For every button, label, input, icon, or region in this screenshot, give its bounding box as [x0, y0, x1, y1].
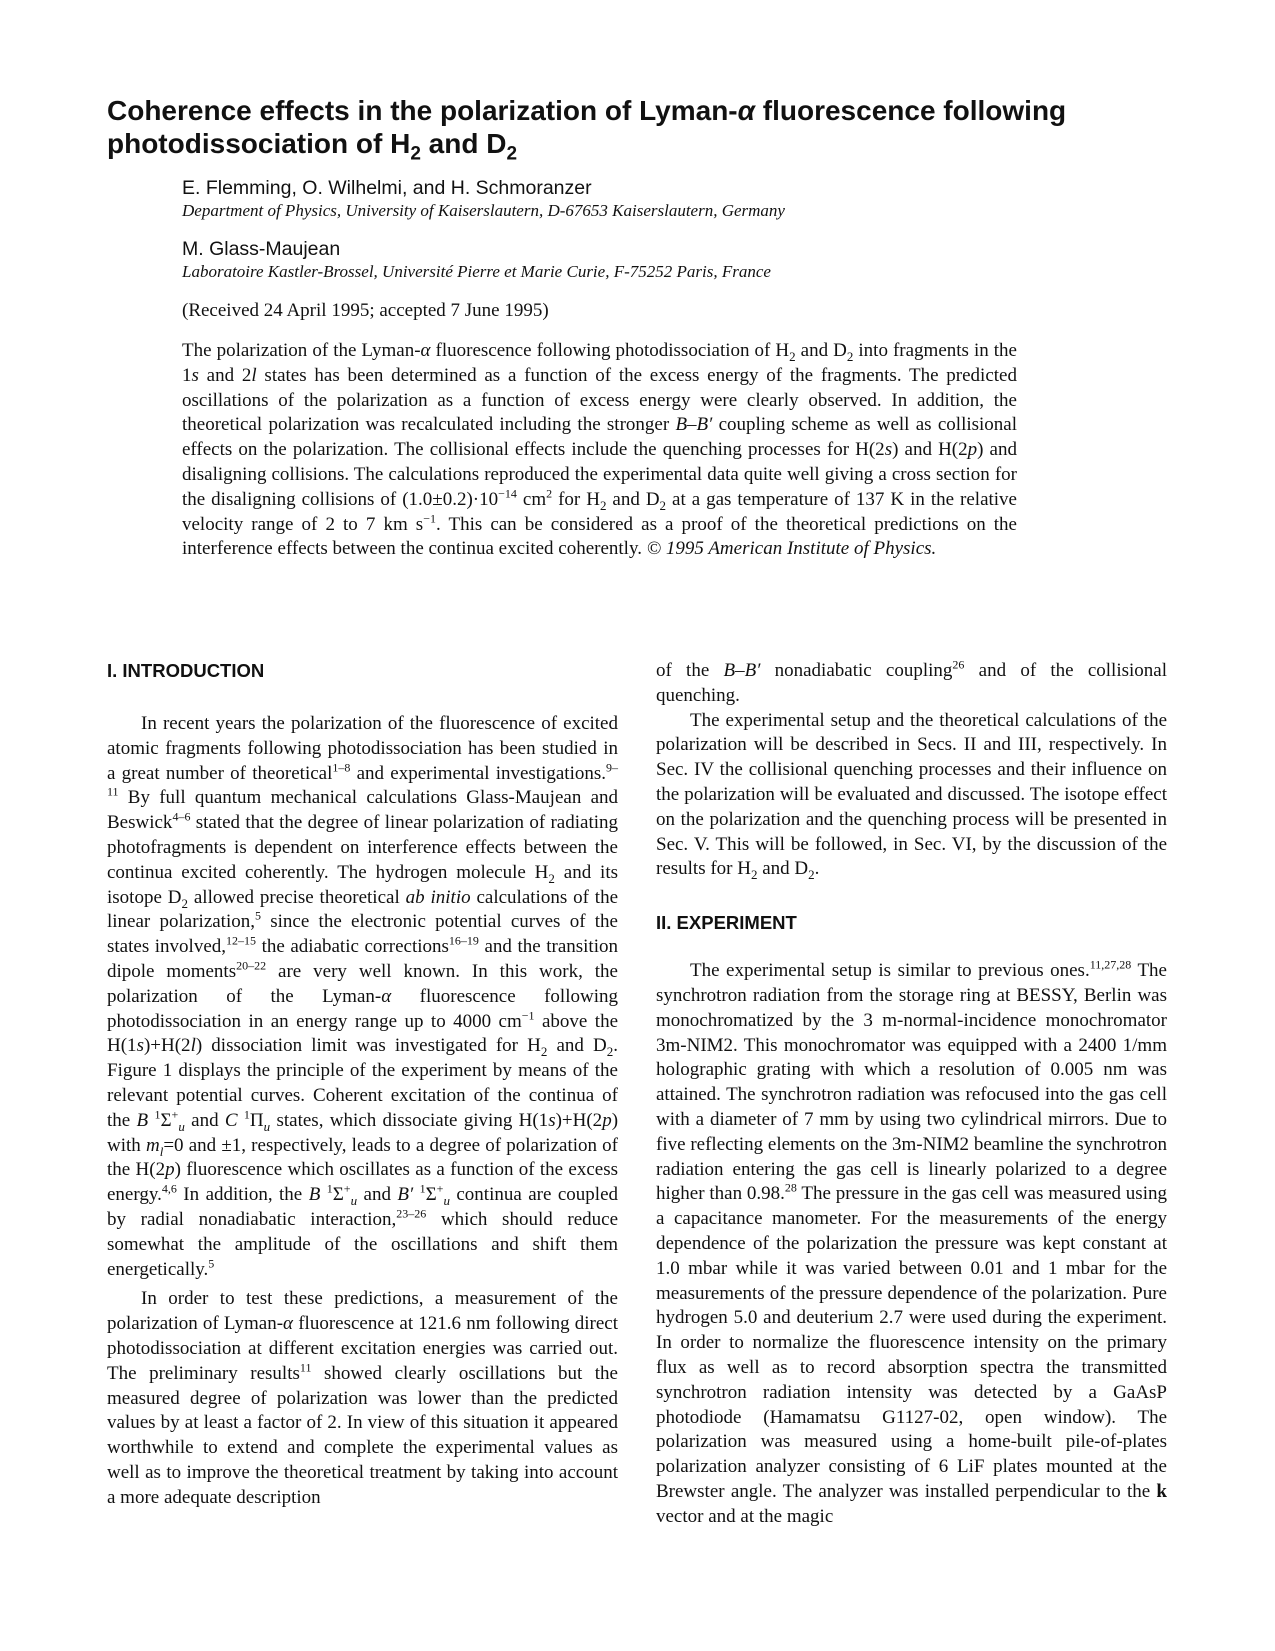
- front-matter: [182, 176, 1017, 562]
- left-column: [107, 660, 618, 1511]
- author-list-2: M. Glass-Maujean: [182, 238, 341, 260]
- intro-paragraph-3: The experimental setup and the theoretical calculations of the polarization will be described in Secs. II and III, respectively. In Sec. IV the collisional quenching processes and their influence on the polarization will be evaluated and discussed. The isotope effect on the polarization and the quenching process will be presented in Sec. V. This will be followed, in Sec. VI, by the discussion of the results for $H_2$ and $D_2$.: [656, 709, 1167, 883]
- right-column: [656, 659, 1167, 1530]
- abstract: The polarization of the Lyman-α fluorescence following photodissociation of $H_2$ and $D_2$ into fragments in the 1s and 2l states has been determined as a function of the excess energy of the fragments. The predicted oscillations of the polarization as a function of excess energy were clearly observed. In addition, the theoretical polarization was recalculated including the stronger B–B′ coupling scheme as well as collisional effects on the polarization. The collisional effects include the quenching processes for H(2s) and H(2p) and disaligning collisions. The calculations reproduced the experimental data quite well giving a cross section for the disaligning collisions of $(1.0\pm 0.2)\cdot 10^{-14}$ $cm^2$ for $H_2$ and $D_2$ at a gas temperature of 137 K in the relative velocity range of 2 to 7 km $s^{-1}$. This can be considered as a proof of the theoretical predictions on the interference effects between the continua excited coherently. © 1995 American Institute of Physics.: [182, 340, 1018, 560]
- received-dates: (Received 24 April 1995; accepted 7 June 1995): [182, 300, 549, 321]
- affiliation-1: Department of Physics, University of Kaiserslautern, D-67653 Kaiserslautern, Germany: [182, 201, 785, 220]
- intro-paragraph-1: In recent years the polarization of the fluorescence of excited atomic fragments following photodissociation has been studied in a great number of theoretical$^{1-8}$ and experimental investigations.$^{9-11}$ By full quantum mechanical calculations Glass-Maujean and Beswick$^{4-6}$ stated that the degree of linear polarization of radiating photofragments is dependent on interference effects between the continua excited coherently. The hydrogen molecule $H_2$ and its isotope $D_2$ allowed precise theoretical ab initio calculations of the linear polarization,$^5$ since the electronic potential curves of the states involved,$^{12-15}$ the adiabatic corrections$^{16-19}$ and the transition dipole moments$^{20-22}$ are very well known. In this work, the polarization of the Lyman-α fluorescence following photodissociation in an energy range up to 4000 $cm^{-1}$ above the H(1s)+H(2l) dissociation limit was investigated for $H_2$ and $D_2$. Figure 1 displays the principle of the experiment by means of the relevant potential curves. Coherent excitation of the continua of the B $^1\Sigma^+_u$ and C $^1\Pi_u$ states, which dissociate giving H(1s)+H(2p) with $m_l=0$ and ±1, respectively, leads to a degree of polarization of the H(2p) fluorescence which oscillates as a function of the excess energy.$^{4,6}$ In addition, the B $^1\Sigma^+_u$ and B′ $^1\Sigma^+_u$ continua are coupled by radial nonadiabatic interaction,$^{23-26}$ which should reduce somewhat the amplitude of the oscillations and shift them energetically.$^5$: [107, 713, 619, 1280]
- affiliation-2: Laboratoire Kastler-Brossel, Université Pierre et Marie Curie, F-75252 Paris, France: [182, 262, 771, 281]
- paper-title: Coherence effects in the polarization of Lyman-α fluorescence following photodissociation of $H_2$ and $D_2$: [107, 95, 1067, 165]
- intro-paragraph-2-continued: of the B–B′ nonadiabatic coupling$^{26}$ and of the collisional quenching.: [656, 657, 1167, 706]
- section-heading-introduction: I. INTRODUCTION: [107, 660, 265, 681]
- author-list-1: E. Flemming, O. Wilhelmi, and H. Schmoranzer: [182, 177, 592, 199]
- copyright-notice: © 1995 American Institute of Physics.: [646, 538, 937, 560]
- intro-paragraph-2: In order to test these predictions, a measurement of the polarization of Lyman-α fluorescence at 121.6 nm following direct photodissociation at different excitation energies was carried out. The preliminary results$^{11}$ showed clearly oscillations but the measured degree of polarization was lower than the predicted values by at least a factor of 2. In view of this situation it appeared worthwhile to extend and complete the experimental values as well as to improve the theoretical treatment by taking into account a more adequate description: [107, 1288, 619, 1508]
- section-heading-experiment: II. EXPERIMENT: [656, 912, 797, 934]
- experiment-paragraph-1: The experimental setup is similar to previous ones.$^{11,27,28}$ The synchrotron radiation from the storage ring at BESSY, Berlin was monochromatized by the 3 m-normal-incidence monochromator 3m-NIM2. This monochromator was equipped with a 2400 1/mm holographic grating with which a resolution of 0.005 nm was attained. The synchrotron radiation was refocused into the gas cell with a diameter of 7 mm by using two cylindrical mirrors. Due to five reflecting elements on the 3m-NIM2 beamline the synchrotron radiation entering the gas cell is linearly polarized to a degree higher than 0.98.28 The pressure in the gas cell was measured using a capacitance manometer. For the measurements of the energy dependence of the polarization the pressure was kept constant at 1.0 mbar while it was varied between 0.01 and 1 mbar for the measurements of the pressure dependence of the polarization. Pure hydrogen 5.0 and deuterium 2.7 were used during the experiment. In order to normalize the fluorescence intensity on the primary flux as well as to record absorption spectra the transmitted synchrotron radiation intensity was detected by a GaAsP photodiode (Hamamatsu G1127-02, open window). The polarization was measured using a home-built pile-of-plates polarization analyzer consisting of 6 LiF plates mounted at the Brewster angle. The analyzer was installed perpendicular to the k vector and at the magic: [656, 957, 1167, 1527]
